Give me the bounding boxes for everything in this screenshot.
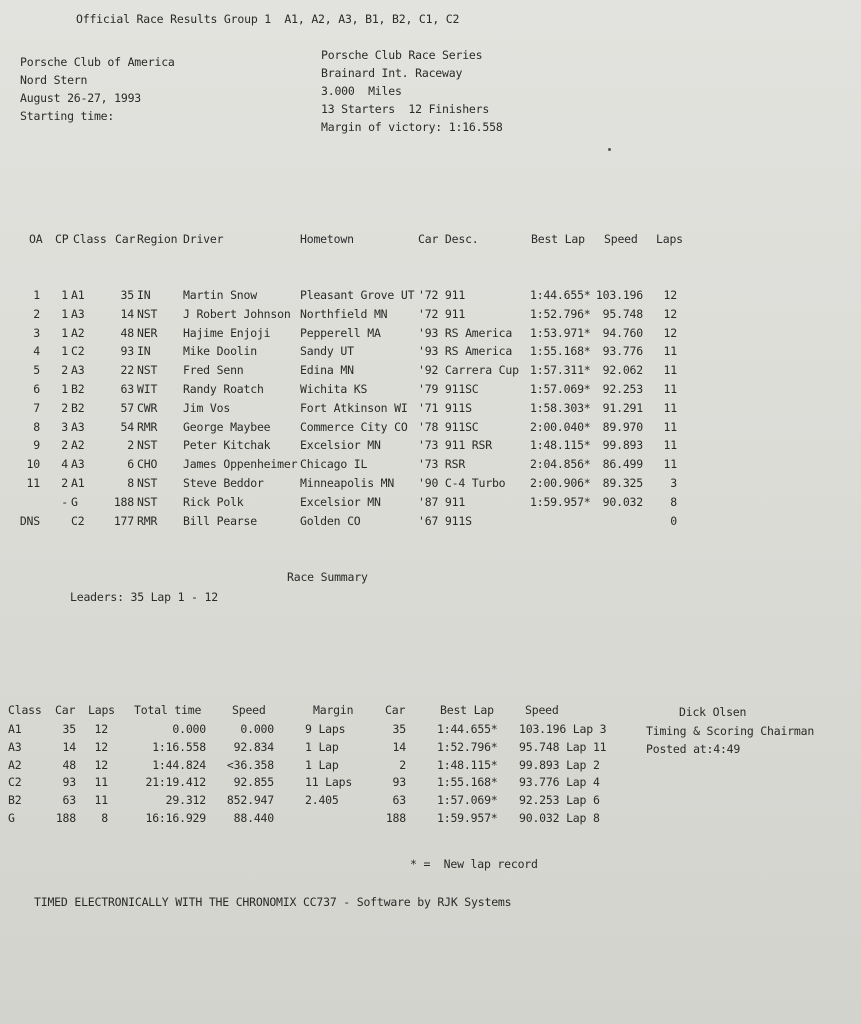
sum-cell-speed2: 92.253 Lap 6 (519, 793, 600, 808)
table-row (0, 363, 861, 382)
sum-cell-margin: 1 Lap (305, 739, 339, 754)
cell-cp: 2 (61, 438, 68, 453)
cell-speed: 94.760 (602, 325, 643, 340)
cell-class: A3 (71, 457, 85, 472)
cell-oa: 8 (33, 419, 40, 434)
cell-car: 48 (120, 325, 134, 340)
cell-class: B2 (71, 400, 85, 415)
cell-oa: DNS (19, 513, 40, 528)
col-car-desc: Car Desc. (418, 232, 479, 246)
sum-cell-speed: <36.358 (226, 757, 274, 772)
sum-cell-margin: 1 Lap (305, 757, 339, 772)
cell-driver: J Robert Johnson (183, 306, 291, 321)
lap-record-legend: * = New lap record (410, 857, 538, 871)
sum-cell-class: G (8, 811, 15, 825)
cell-driver: Rick Polk (183, 494, 244, 509)
sum-cell-car: 35 (62, 722, 76, 736)
cell-cp: 2 (61, 363, 68, 378)
sum-cell-speed2: 95.748 Lap 11 (519, 739, 607, 754)
cell-class: C2 (71, 513, 85, 528)
cell-speed: 89.970 (602, 419, 643, 434)
cell-speed: 92.253 (602, 382, 643, 396)
region-name: Nord Stern (20, 73, 88, 87)
cell-region: RMR (137, 419, 158, 434)
cell-laps: 11 (663, 457, 677, 472)
sum-cell-class: C2 (8, 775, 22, 790)
sum-col-speed2: Speed (525, 703, 559, 717)
cell-driver: Mike Doolin (183, 344, 257, 359)
cell-car: 188 (113, 494, 134, 509)
sum-cell-margin: 11 Laps (305, 775, 353, 790)
table-row (0, 326, 861, 345)
sum-col-car: Car (55, 703, 76, 717)
cell-class: A2 (71, 438, 85, 453)
cell-best-lap: 1:48.115* (530, 438, 591, 453)
cell-car-desc: '93 RS America (418, 325, 513, 340)
col-speed: Speed (604, 232, 638, 246)
cell-driver: Jim Vos (183, 400, 231, 415)
cell-best-lap: 1:44.655* (530, 288, 591, 302)
summary-row (0, 758, 861, 776)
leaders-line: Leaders: 35 Lap 1 - 12 (70, 590, 218, 604)
cell-hometown: Fort Atkinson WI (300, 400, 408, 415)
cell-car: 22 (120, 363, 134, 378)
cell-oa: 9 (33, 438, 40, 453)
cell-car-desc: '73 911 RSR (418, 438, 492, 453)
table-row (0, 307, 861, 326)
sum-cell-laps: 12 (94, 757, 108, 772)
summary-row (0, 775, 861, 793)
cell-speed: 91.291 (602, 400, 643, 415)
sum-cell-total-time: 0.000 (172, 722, 206, 736)
cell-laps: 12 (663, 306, 677, 321)
cell-car: 63 (120, 382, 134, 396)
cell-oa: 7 (33, 400, 40, 415)
sum-cell-laps: 12 (94, 739, 108, 754)
cell-speed: 95.748 (602, 306, 643, 321)
sum-col-total-time: Total time (134, 703, 202, 717)
cell-oa: 10 (26, 457, 40, 472)
cell-car-desc: '93 RS America (418, 344, 513, 359)
cell-car-desc: '78 911SC (418, 419, 479, 434)
sum-cell-speed2: 93.776 Lap 4 (519, 775, 600, 790)
cell-oa: 1 (33, 288, 40, 302)
sum-cell-total-time: 29.312 (165, 793, 206, 808)
cell-driver: Peter Kitchak (183, 438, 271, 453)
cell-region: IN (137, 288, 151, 302)
cell-laps: 12 (663, 325, 677, 340)
cell-oa: 4 (33, 344, 40, 359)
table-row (0, 457, 861, 476)
cell-best-lap: 1:52.796* (530, 306, 591, 321)
cell-region: NST (137, 306, 158, 321)
cell-oa: 3 (33, 325, 40, 340)
sum-cell-best-lap: 1:55.168* (437, 775, 498, 790)
footer-credit: TIMED ELECTRONICALLY WITH THE CHRONOMIX CC737 - Software by RJK Systems (34, 895, 512, 909)
cell-car-desc: '90 C-4 Turbo (418, 476, 506, 490)
sum-col-class: Class (8, 703, 42, 717)
sum-cell-car: 93 (62, 775, 76, 790)
cell-best-lap: 1:57.069* (530, 382, 591, 396)
cell-speed: 92.062 (602, 363, 643, 378)
col-car: Car (115, 232, 136, 246)
cell-cp: - (61, 494, 68, 509)
cell-region: WIT (137, 382, 158, 396)
cell-best-lap: 1:57.311* (530, 363, 591, 378)
cell-best-lap: 1:59.957* (530, 494, 591, 509)
cell-region: NER (137, 325, 158, 340)
sum-cell-speed: 0.000 (240, 722, 274, 736)
cell-driver: Randy Roatch (183, 382, 264, 396)
cell-best-lap: 1:58.303* (530, 400, 591, 415)
cell-speed: 86.499 (602, 457, 643, 472)
sum-cell-best-lap: 1:44.655* (437, 722, 498, 736)
sum-cell-car2: 35 (392, 722, 406, 736)
sum-cell-speed: 852.947 (226, 793, 274, 808)
cell-car: 93 (120, 344, 134, 359)
sum-cell-car: 14 (62, 739, 76, 754)
cell-region: CHO (137, 457, 158, 472)
cell-cp: 4 (61, 457, 68, 472)
cell-hometown: Pepperell MA (300, 325, 381, 340)
cell-car-desc: '72 911 (418, 288, 466, 302)
sum-cell-margin: 2.405 (305, 793, 339, 808)
cell-hometown: Northfield MN (300, 306, 388, 321)
cell-region: CWR (137, 400, 158, 415)
cell-car-desc: '79 911SC (418, 382, 479, 396)
sum-cell-car: 63 (62, 793, 76, 808)
cell-cp: 1 (61, 306, 68, 321)
sum-cell-car2: 93 (392, 775, 406, 790)
sum-cell-total-time: 16:16.929 (145, 811, 206, 825)
cell-car-desc: '71 911S (418, 400, 472, 415)
cell-driver: Bill Pearse (183, 513, 257, 528)
summary-row (0, 811, 861, 829)
sum-cell-car2: 2 (399, 757, 406, 772)
sum-cell-margin: 9 Laps (305, 722, 346, 736)
sum-col-margin: Margin (313, 703, 354, 717)
table-row (0, 438, 861, 457)
cell-class: A3 (71, 419, 85, 434)
cell-driver: Martin Snow (183, 288, 257, 302)
sum-cell-best-lap: 1:59.957* (437, 811, 498, 825)
results-header-row (0, 232, 861, 251)
sum-cell-speed: 88.440 (233, 811, 274, 825)
sum-cell-best-lap: 1:52.796* (437, 739, 498, 754)
cell-speed: 90.032 (602, 494, 643, 509)
series-name: Porsche Club Race Series (321, 48, 483, 62)
cell-hometown: Edina MN (300, 363, 354, 378)
cell-car: 8 (127, 476, 134, 490)
cell-laps: 11 (663, 363, 677, 378)
race-summary-title: Race Summary (287, 570, 368, 584)
sum-cell-car2: 63 (392, 793, 406, 808)
table-row (0, 514, 861, 533)
cell-region: NST (137, 494, 158, 509)
sum-col-best-lap: Best Lap (440, 703, 494, 717)
cell-car: 177 (113, 513, 134, 528)
cell-car: 14 (120, 306, 134, 321)
sum-col-speed: Speed (232, 703, 266, 717)
cell-hometown: Wichita KS (300, 382, 368, 396)
sum-cell-total-time: 21:19.412 (145, 775, 206, 790)
sum-cell-speed2: 90.032 Lap 8 (519, 811, 600, 825)
sum-cell-car: 48 (62, 757, 76, 772)
cell-cp: 3 (61, 419, 68, 434)
cell-class: A1 (71, 476, 85, 490)
table-row (0, 344, 861, 363)
cell-car-desc: '87 911 (418, 494, 466, 509)
cell-best-lap: 2:00.040* (530, 419, 591, 434)
event-date: August 26-27, 1993 (20, 91, 142, 105)
sum-cell-laps: 12 (94, 722, 108, 736)
cell-region: RMR (137, 513, 158, 528)
club-name: Porsche Club of America (20, 55, 175, 69)
sum-col-car2: Car (385, 703, 406, 717)
table-row (0, 288, 861, 307)
cell-laps: 8 (670, 494, 677, 509)
sum-cell-class: A1 (8, 722, 22, 736)
cell-oa: 6 (33, 382, 40, 396)
cell-region: NST (137, 438, 158, 453)
col-driver: Driver (183, 232, 224, 246)
cell-car: 54 (120, 419, 134, 434)
sum-cell-laps: 11 (94, 793, 108, 808)
cell-best-lap: 2:00.906* (530, 476, 591, 490)
cell-driver: Steve Beddor (183, 476, 264, 490)
margin-of-victory: Margin of victory: 1:16.558 (321, 120, 503, 134)
cell-best-lap: 1:55.168* (530, 344, 591, 359)
cell-driver: James Oppenheimer (183, 457, 298, 472)
sum-cell-laps: 8 (101, 811, 108, 825)
sum-cell-speed2: 103.196 Lap 3 (519, 722, 607, 736)
sum-cell-total-time: 1:44.824 (152, 757, 206, 772)
table-row (0, 476, 861, 495)
sum-cell-total-time: 1:16.558 (152, 739, 206, 754)
sum-cell-class: B2 (8, 793, 22, 808)
cell-laps: 12 (663, 288, 677, 302)
cell-cp: 1 (61, 344, 68, 359)
cell-speed: 93.776 (602, 344, 643, 359)
col-best-lap: Best Lap (531, 232, 585, 246)
cell-class: A1 (71, 288, 85, 302)
sum-cell-speed2: 99.893 Lap 2 (519, 757, 600, 772)
cell-cp: 2 (61, 400, 68, 415)
cell-hometown: Minneapolis MN (300, 476, 395, 490)
summary-row (0, 793, 861, 811)
cell-car: 35 (120, 288, 134, 302)
cell-hometown: Golden CO (300, 513, 361, 528)
col-oa: OA (29, 232, 43, 246)
cell-class: A2 (71, 325, 85, 340)
sum-cell-best-lap: 1:48.115* (437, 757, 498, 772)
cell-car: 6 (127, 457, 134, 472)
starters-finishers: 13 Starters 12 Finishers (321, 102, 490, 116)
cell-car-desc: '67 911S (418, 513, 472, 528)
starting-time: Starting time: (20, 109, 115, 123)
cell-hometown: Excelsior MN (300, 494, 381, 509)
cell-laps: 0 (670, 513, 677, 528)
speck (608, 148, 611, 151)
sum-cell-speed: 92.855 (233, 775, 274, 790)
cell-best-lap: 2:04.856* (530, 457, 591, 472)
cell-oa: 5 (33, 363, 40, 378)
cell-hometown: Chicago IL (300, 457, 368, 472)
cell-laps: 11 (663, 382, 677, 396)
cell-hometown: Excelsior MN (300, 438, 381, 453)
cell-oa: 2 (33, 306, 40, 321)
cell-cp: 2 (61, 476, 68, 490)
col-cp: CP (55, 232, 69, 246)
cell-region: NST (137, 476, 158, 490)
sum-cell-speed: 92.834 (233, 739, 274, 754)
sum-cell-best-lap: 1:57.069* (437, 793, 498, 808)
cell-speed: 103.196 (595, 288, 643, 302)
cell-driver: Fred Senn (183, 363, 244, 378)
col-hometown: Hometown (300, 232, 354, 246)
table-row (0, 495, 861, 514)
cell-region: NST (137, 363, 158, 378)
cell-oa: 11 (26, 476, 40, 490)
table-row (0, 401, 861, 420)
col-region: Region (137, 232, 178, 246)
cell-speed: 89.325 (602, 476, 643, 490)
cell-laps: 11 (663, 344, 677, 359)
sum-cell-class: A3 (8, 739, 22, 754)
sum-cell-class: A2 (8, 757, 22, 772)
cell-hometown: Pleasant Grove UT (300, 288, 415, 302)
cell-region: IN (137, 344, 151, 359)
official-name: Dick Olsen (679, 705, 747, 719)
col-class: Class (73, 232, 107, 246)
cell-driver: Hajime Enjoji (183, 325, 271, 340)
document-title: Official Race Results Group 1 A1, A2, A3, B1, B2, C1, C2 (76, 12, 460, 26)
cell-cp: 1 (61, 382, 68, 396)
sum-cell-laps: 11 (94, 775, 108, 790)
official-title: Timing & Scoring Chairman (646, 724, 815, 738)
cell-hometown: Sandy UT (300, 344, 354, 359)
cell-laps: 3 (670, 476, 677, 490)
sum-cell-car2: 188 (385, 811, 406, 825)
cell-driver: George Maybee (183, 419, 271, 434)
cell-class: A3 (71, 363, 85, 378)
cell-car-desc: '92 Carrera Cup (418, 363, 519, 378)
track-length: 3.000 Miles (321, 84, 402, 98)
cell-laps: 11 (663, 419, 677, 434)
sum-col-laps: Laps (88, 703, 115, 717)
table-row (0, 382, 861, 401)
sum-cell-car: 188 (55, 811, 76, 825)
cell-speed: 99.893 (602, 438, 643, 453)
cell-hometown: Commerce City CO (300, 419, 408, 434)
cell-cp: 1 (61, 325, 68, 340)
cell-class: B2 (71, 382, 85, 396)
cell-car-desc: '72 911 (418, 306, 466, 321)
cell-laps: 11 (663, 438, 677, 453)
col-laps: Laps (656, 232, 683, 246)
cell-class: G (71, 494, 78, 509)
track-name: Brainard Int. Raceway (321, 66, 463, 80)
posted-time: Posted at:4:49 (646, 742, 741, 756)
cell-car: 2 (127, 438, 134, 453)
cell-car-desc: '73 RSR (418, 457, 466, 472)
sum-cell-car2: 14 (392, 739, 406, 754)
cell-laps: 11 (663, 400, 677, 415)
table-row (0, 420, 861, 439)
cell-best-lap: 1:53.971* (530, 325, 591, 340)
cell-car: 57 (120, 400, 134, 415)
cell-class: A3 (71, 306, 85, 321)
cell-class: C2 (71, 344, 85, 359)
cell-cp: 1 (61, 288, 68, 302)
